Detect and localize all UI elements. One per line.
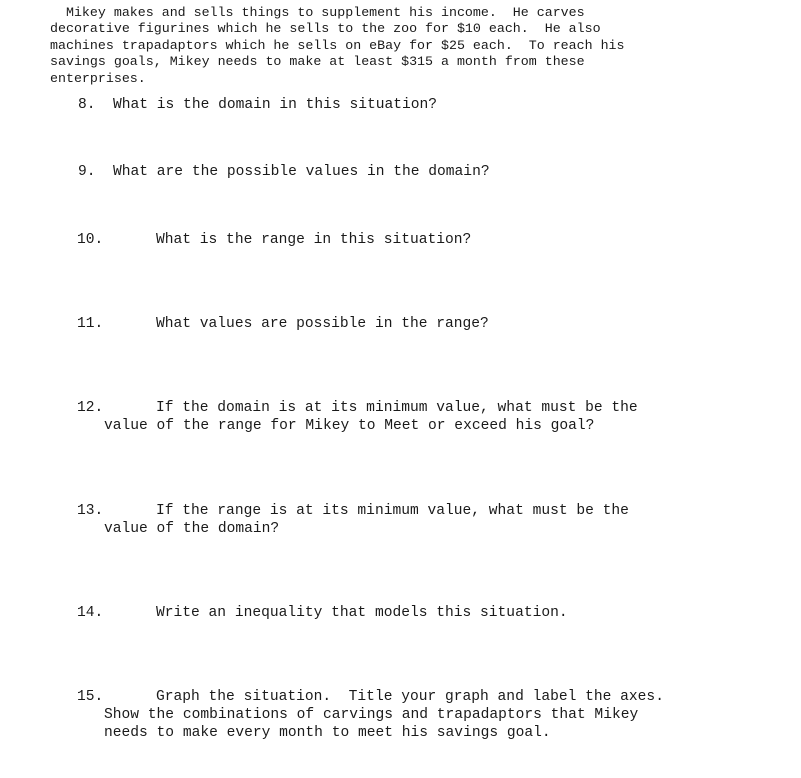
question-text-continuation: needs to make every month to meet his savings goal. <box>104 725 551 741</box>
question-text: What is the range in this situation? <box>156 232 472 248</box>
question-number: 10. <box>77 232 104 248</box>
question-number: 9. <box>78 164 96 180</box>
question-text-continuation: Show the combinations of carvings and trapadaptors that Mikey <box>104 707 639 723</box>
question-text: What are the possible values in the domain? <box>113 164 490 180</box>
question-15 <box>77 688 777 742</box>
question-number: 14. <box>77 605 104 621</box>
question-13 <box>77 502 717 538</box>
question-text: Graph the situation. Title your graph and label the axes. <box>156 689 664 705</box>
question-text: What is the domain in this situation? <box>113 97 438 113</box>
question-text: Write an inequality that models this situation. <box>156 605 568 621</box>
question-text: If the range is at its minimum value, what must be the <box>156 503 629 519</box>
question-12 <box>77 399 717 435</box>
intro-paragraph <box>50 5 750 87</box>
question-text: What values are possible in the range? <box>156 316 489 332</box>
question-11 <box>77 315 677 333</box>
intro-line: savings goals, Mikey needs to make at least $315 a month from these <box>50 54 585 70</box>
question-8 <box>78 96 678 114</box>
question-14 <box>77 604 717 622</box>
intro-line: enterprises. <box>50 70 146 86</box>
question-10 <box>77 231 677 249</box>
question-number: 11. <box>77 316 104 332</box>
intro-line: machines trapadaptors which he sells on eBay for $25 each. To reach his <box>50 37 625 53</box>
question-number: 15. <box>77 689 104 705</box>
intro-line: decorative figurines which he sells to the zoo for $10 each. He also <box>50 21 601 37</box>
question-text: If the domain is at its minimum value, what must be the <box>156 400 638 416</box>
question-text-continuation: value of the range for Mikey to Meet or exceed his goal? <box>104 418 595 434</box>
question-number: 13. <box>77 503 104 519</box>
intro-line: Mikey makes and sells things to supplement his income. He carves <box>50 5 585 20</box>
question-number: 12. <box>77 400 104 416</box>
question-number: 8. <box>78 97 96 113</box>
question-9 <box>78 163 678 181</box>
question-text-continuation: value of the domain? <box>104 521 280 537</box>
